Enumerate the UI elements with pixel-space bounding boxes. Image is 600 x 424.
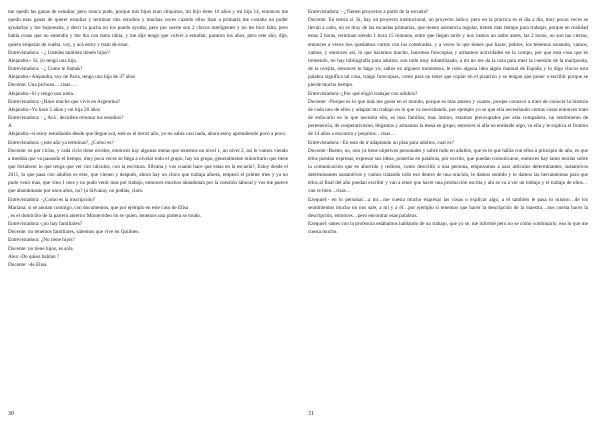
paragraph: Docente: es por ciclos, y cada ciclo tiene niveles, entonces hay algunas metas que tenemos un nivel 1, un nivel 2, así lo vamos viendo a medida que va pasando el tiempo, muy poca veces se llega a nivelar todo el grupo, hay un grupo, generalmente minoritario que tiene que fortalecer lo que tenga que ver con cálculos, con la escritura. Silvana y vos cuanto hace que estas en la escuela?, Estoy desde el 2011, lo que pasa con adultos es esto, que vienen y después, ahora hay un chico que trabaja afuera, empezó el primer mes y ya no pudo venir mas, que vino 1 mes y no pudo venir mas por trabajo, entonces muchos abandonan por la cuestión laboral y vos me parece que abandonaste por unos años, no? (a Silvana), no podías, claro. [8,147,288,195]
paragraph: Mariana: si se anotan conmigo, con documentos, que por ejemplo en este caso de Elisa [8,204,189,211]
paragraph: , es el domicilio de la partera anterior Montevideo no se quien, tenemos una partera se mudo. [8,212,202,219]
paragraph: Docente: Una pichona….risas…. [8,82,77,89]
right-page-text [308,8,588,404]
paragraph: Entrevistadora: - ¿ Ustedes también tienen hijos? [8,49,110,56]
paragraph: Entrevistadora:-¿Hace mucho que vivís en Argentina? [8,98,121,105]
paragraph: Alejandra:-Sí y tengo una nieta. [8,90,75,97]
left-page [8,8,288,416]
paragraph: Alejandra:- Sí, yo tengo una hija. [8,57,78,64]
paragraph: Docente: no tenemos familiares, sabemos que vive en Quilmes. [8,229,140,236]
paragraph: Docente: -Porque es lo que más me gusta en el mundo, porque es más ameno y cuanto, porque conozco a traer de conocer la historia de cada uno de ellos y adaptar mi trabajo en lo que va necesitando, por ejemplo yo se que ella necesitando ciertas cosas entonces trato de enfocarlo en lo que necesita ella, es mas familiar, mas íntimo, estamos preocupados por esta compañera, un sentimiento de pertenencia, de cooperativismo, llegamos y armamos la mesa en grupo, entonces si alla no entiende algo, va ella y le explica el fronton de 14 años a encontra y pequitos…risas… [308,98,588,138]
paragraph: Alejandra:-Yo hace 5 años y mi hija 20 años [8,106,100,113]
paragraph: Entrevistadora: - ¿ Acá , decidiste retomar tus estudios? [8,115,124,122]
paragraph: Docente: -de Elisa. [8,261,48,268]
paragraph: Ezequiel:-antes con la profesora estábamos hablando de un trabajo, que yo se, me informé pero no se cómo continuarlo, eso lo que me cuesta mucho. [308,221,588,236]
paragraph: Entrevistadora: - ¿ Como te llamás? [8,66,83,73]
paragraph: Alex:-Do quien hablan ? [8,253,60,260]
paragraph: Entrevistadora: ¿No tiene hijos? [8,237,75,244]
paragraph: Entrevistadora:-¿este año ya terminas?, ¿Como es? [8,139,114,146]
paragraph: Entrevistadora:-¿no hay familiares? [8,221,83,228]
paragraph: Entrevistadora:-¿Por qué eligió trabajar con adultos? [308,90,418,97]
paragraph: Docente: no tiene hijos, es sola. [8,245,74,252]
paragraph: Ezequiel:- en lo personal…a mi…me cuesta mucho expresar las cosas o explicar algo, a él también le pasa lo mismo…de los sentimientos mucho no nos sale, a mí y a él…por ejemplo si tenemos que hacer la descripción de la maestra…nos cuesta hacer la descripción, entonces…pero encontrar esas palabras. [308,196,588,219]
page-number: 31 [308,411,314,417]
paragraph: Entrevistadora: - ¿Tienen proyectos a partir de la escuela? [308,9,429,15]
left-page-text [8,8,288,404]
paragraph: me quedó las ganas de estudiar, pero nunca pude, porque mis hijos eran chiquitos, mi hijo tiene 16 años y mi hija 14, entonces me quedo esas ganas de querer estudiar y terminar mis estudios y muchas veces cuando ellos iban a primaria me costaba no poder ayudarlos y me bajoneaba, y decir la pucha no los puedo ayudar, pero por suerte son 2 chicos inteligentes y no les hice falta, pero había cosas que no entendía y me iba con tanta rabia, y me dije tengo que volver a estudiar, pasaron los años, pero este año, dije, quiero empezar de vuelta. voy, y acá estoy y trato de estar. [8,9,288,48]
paragraph: Alejandra:-Alejandra, soy de Paris, tengo una hija de 37 años [8,74,136,81]
paragraph: A [8,123,12,130]
paragraph: Entrevistadora: -¿Como es la inscripción? [8,196,96,203]
paragraph: Entrevistadora:- En esto de ir adaptando un plan para adultos, cual es? [308,139,454,146]
paragraph: Alejandra:-si estoy estudiando desde que llegue acá, este es el tercer año, yo no sabía casi nada, ahora estoy aprendiendo poco a poco. [8,131,286,138]
right-page [308,8,588,416]
paragraph: Docente:-Bueno, no, uno ya tiene objetivos personales y sobre todo en adultos, que es lo que había con ellos a principio de año, es que ellos puedan expresar, expresar sus ideas, ponerlas en palabras, por escrito, que puedan comunicarse, entonces hay tanto teorías sobre la comunicación que es aburrido y tedioso, como describir a una persona, empezamos a usar artículos determinantes, sustantivos determinantes sustantivos y vamos tratando todo eso dentro de una oración, le damos sentido y le damos las herramientas para que ellos al final del año puedan escribir y van a tener que hacer una producción escrita y ahí se va a ver un trabajo y el trabajo de ellos…van re bien…risas… [308,147,588,195]
page-number: 30 [8,411,14,417]
paragraph: Docente: En teoría sí. Sí, hay un proyecto institucional, un proyecto áulico, pero en la práctica es el día a día, muy pocas veces se llevan a cabo, no es muy de las escuelas primarias, que tienen asistencia regular, tienen más tiempo para trabajar, porque en realidad estas 2 horas, terminan siendo 1 hora 15 minutos, entre que llegan tarde y nos vamos un ratito antes, las 2 horas, no son tan ciertas, entonces a veces nos quedamos cortos con los contenidos, y a veces lo que tienes que hacer, pobres, los tenemos sonando, vamos, vamos, y entonces así, lo que hacemos mucho, hacemos fotocopias y armamos actividades en la compu, por que esta cosa que es tremendo, no hay bibliografía para adultos, son todo muy infantilizado, a mí no me da la cara para traer la cuestión de la mariposita, de la ovejita, entonces lo hago yo, saltos en algunos momentos, le robo alguna idea algún manual de España y lo digo chicos esta palabra significa tal cosa, traigo fotocopias, como para no tener que copiar en el pizarrón y se tengan que poner a escribir porque se pierde mucho tiempo. [308,17,588,89]
